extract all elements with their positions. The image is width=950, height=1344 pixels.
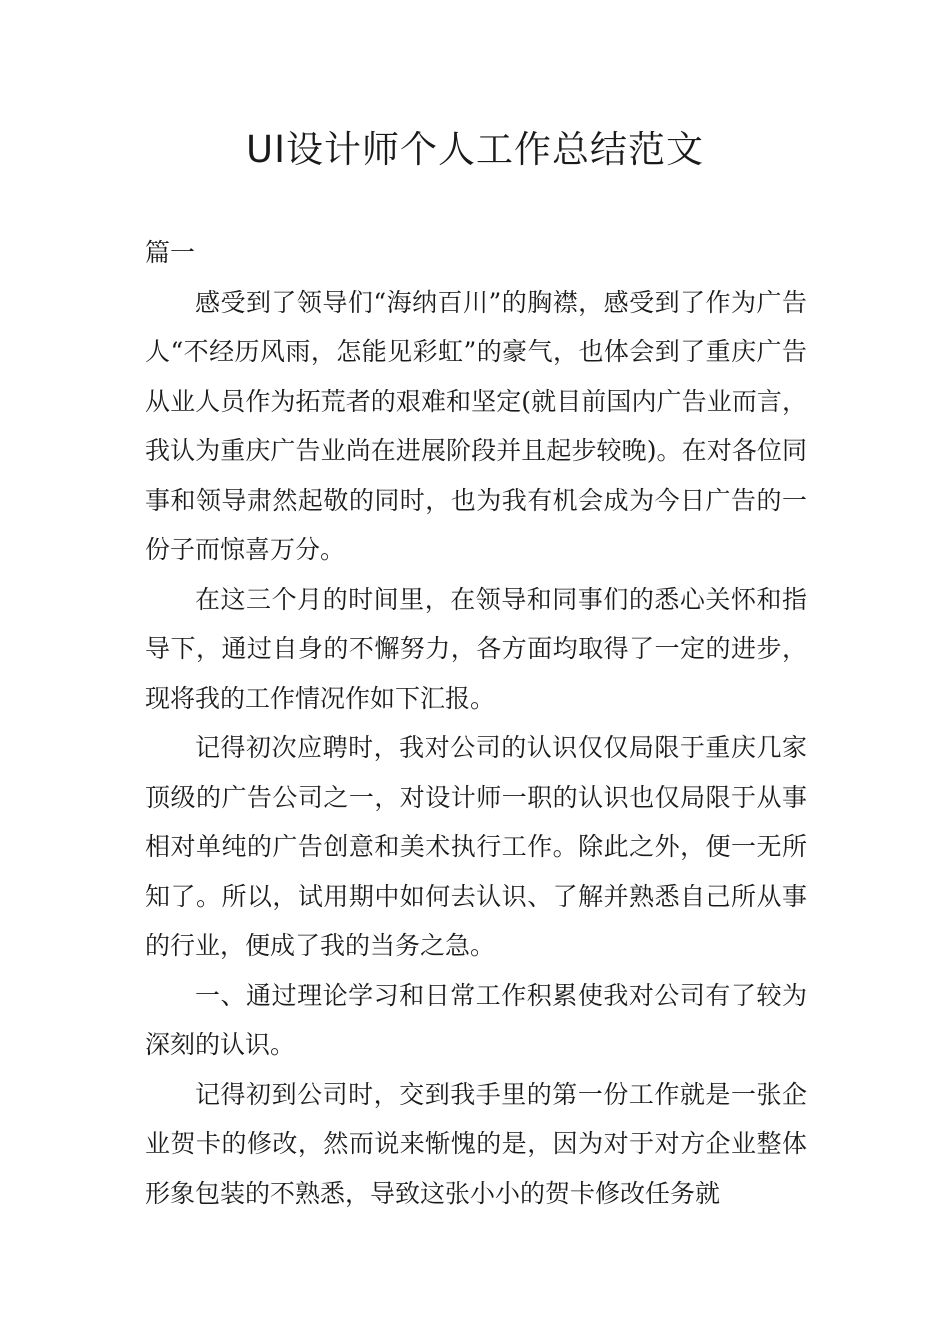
paragraph-3: 记得初次应聘时，我对公司的认识仅仅局限于重庆几家顶级的广告公司之一，对设计师一职的认识也仅局限于从事相对单纯的广告创意和美术执行工作。除此之外，便一无所知了。所以，试用期中如何去认识、了解并熟悉自己所从事的行业，便成了我的当务之急。	[145, 733, 807, 960]
document-body	[145, 228, 807, 1218]
section-heading: 篇一	[145, 238, 196, 267]
paragraph-2: 在这三个月的时间里，在领导和同事们的悉心关怀和指导下，通过自身的不懈努力，各方面均取得了一定的进步，现将我的工作情况作如下汇报。	[145, 584, 807, 713]
paragraph-4: 一、通过理论学习和日常工作积累使我对公司有了较为深刻的认识。	[145, 980, 807, 1059]
document-title: UI设计师个人工作总结范文	[246, 128, 704, 171]
paragraph-5: 记得初到公司时，交到我手里的第一份工作就是一张企业贺卡的修改，然而说来惭愧的是，因为对于对方企业整体形象包装的不熟悉，导致这张小小的贺卡修改任务就	[145, 1079, 807, 1208]
paragraph-1: 感受到了领导们“海纳百川”的胸襟，感受到了作为广告人“不经历风雨，怎能见彩虹”的豪气，也体会到了重庆广告从业人员作为拓荒者的艰难和坚定(就目前国内广告业而言，我认为重庆广告业尚在进展阶段并且起步较晚)。在对各位同事和领导肃然起敬的同时，也为我有机会成为今日广告的一份子而惊喜万分。	[145, 287, 807, 564]
